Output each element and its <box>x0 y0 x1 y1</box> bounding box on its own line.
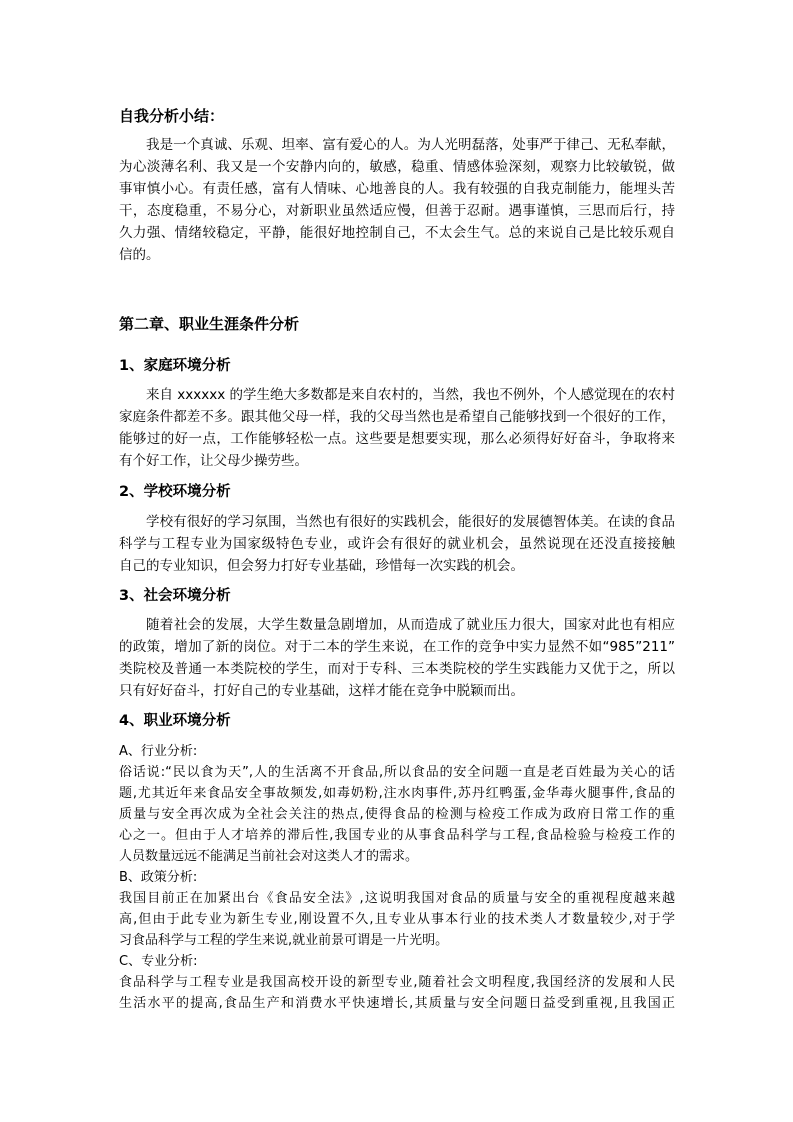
text-line: 高,但由于此专业为新生专业,刚设置不久,且专业从事本行业的技术类人才数量较少,对于学 <box>119 912 675 927</box>
industry-label: A、行业分析: <box>119 744 198 759</box>
school-heading: 2、学校环境分析 <box>119 484 231 500</box>
text-line: 质量与安全再次成为全社会关注的热点,使得食品的检测与检疫工作成为政府日常工作的重 <box>119 807 675 822</box>
career-heading: 4、职业环境分析 <box>119 713 231 729</box>
summary-paragraph <box>119 134 675 266</box>
text-line: 久力强、情绪较稳定，平静，能很好地控制自己，不太会生气。总的来说自己是比较乐观自 <box>119 225 675 241</box>
text-line: 能够过的好一点，工作能够轻松一点。这些要是想要实现，那么必须得好好奋斗，争取将来 <box>119 431 675 447</box>
text-line: 学校有很好的学习氛围，当然也有很好的实践机会，能很好的发展德智体美。在读的食品 <box>146 514 675 530</box>
text-line: 来自 xxxxxx 的学生绝大多数都是来自农村的，当然，我也不例外，个人感觉现在的农村 <box>146 387 676 403</box>
text-line: 为心淡薄名利、我又是一个安静内向的，敏感，稳重、情感体验深刻，观察力比较敏锐，做 <box>119 159 675 175</box>
text-line: 的政策，增加了新的岗位。对于二本的学生来说，在工作的竞争中实力显然不如“985”211” <box>119 639 675 655</box>
text-line: 心之一。但由于人才培养的滞后性,我国专业的从事食品科学与工程,食品检验与检疫工作的 <box>119 828 675 843</box>
policy-label: B、政策分析: <box>119 870 198 885</box>
family-paragraph <box>119 384 675 472</box>
text-line: 随着社会的发展，大学生数量急剧增加，从而造成了就业压力很大，国家对此也有相应 <box>146 617 675 633</box>
summary-heading: 自我分析小结： <box>119 107 225 125</box>
text-line: 家庭条件都差不多。跟其他父母一样，我的父母当然也是希望自己能够找到一个很好的工作， <box>119 409 675 425</box>
society-paragraph <box>119 614 675 702</box>
text-line: 习食品科学与工程的学生来说,就业前景可谓是一片光明。 <box>119 933 449 948</box>
text-line: 自己的专业知识，但会努力打好专业基础，珍惜每一次实践的机会。 <box>119 558 524 574</box>
society-heading: 3、社会环境分析 <box>119 588 231 604</box>
school-paragraph <box>119 511 675 577</box>
text-line: 题,尤其近年来食品安全事故频发,如毒奶粉,注水肉事件,苏丹红鸭蛋,金华毒火腿事件,食品的 <box>119 786 675 801</box>
text-line: 科学与工程专业为国家级特色专业，或许会有很好的就业机会，虽然说现在还没直接接触 <box>119 536 675 552</box>
text-line: 事审慎小心。有责任感，富有人情味、心地善良的人。我有较强的自我克制能力，能埋头苦 <box>119 181 675 197</box>
text-line: 有个好工作，让父母少操劳些。 <box>119 453 308 469</box>
text-line: 只有好好奋斗，打好自己的专业基础，这样才能在竞争中脱颖而出。 <box>119 683 524 699</box>
text-line: 生活水平的提高,食品生产和消费水平快速增长,其质量与安全问题日益受到重视,且我国正 <box>119 996 675 1011</box>
text-line: 干，态度稳重，不易分心，对新职业虽然适应慢，但善于忍耐。遇事谨慎，三思而后行，持 <box>119 203 675 219</box>
chapter-heading: 第二章、职业生涯条件分析 <box>119 315 300 333</box>
text-line: 人员数量远远不能满足当前社会对这类人才的需求。 <box>119 849 419 864</box>
text-line: 信的。 <box>119 247 160 263</box>
text-line: 类院校及普通一本类院校的学生，而对于专科、三本类院校的学生实践能力又优于之，所以 <box>119 661 675 677</box>
major-label: C、专业分析: <box>119 954 198 969</box>
text-line: 食品科学与工程专业是我国高校开设的新型专业,随着社会文明程度,我国经济的发展和人民 <box>119 975 675 990</box>
career-body <box>119 741 675 1014</box>
text-line: 俗话说:“民以食为天”,人的生活离不开食品,所以食品的安全问题一直是老百姓最为关心的话 <box>119 765 675 780</box>
text-line: 我国目前正在加紧出台《食品安全法》,这说明我国对食品的质量与安全的重视程度越来越 <box>119 891 675 906</box>
family-heading: 1、家庭环境分析 <box>119 358 231 374</box>
text-line: 我是一个真诚、乐观、坦率、富有爱心的人。为人光明磊落，处事严于律己、无私奉献， <box>146 137 675 153</box>
